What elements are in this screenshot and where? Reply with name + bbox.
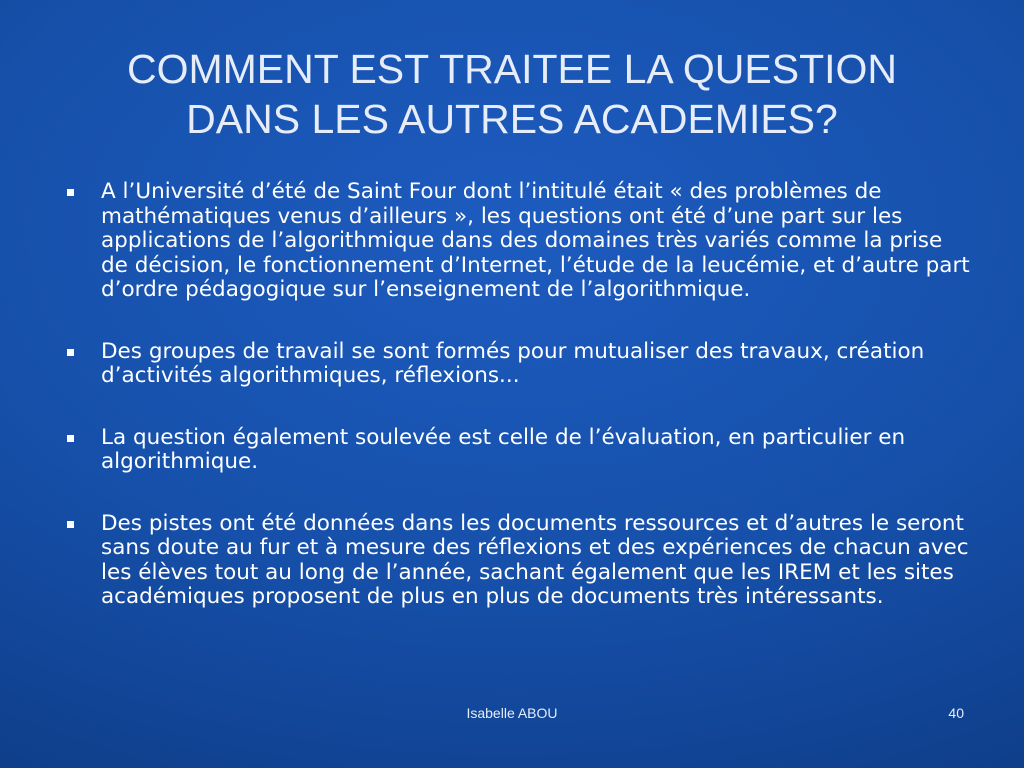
- bullet-item: [60, 426, 970, 475]
- bullet-item: [60, 180, 970, 303]
- bullet-item: [60, 340, 970, 389]
- footer-author: Isabelle ABOU: [466, 705, 558, 721]
- square-bullet-icon: [67, 521, 74, 528]
- bullet-text: A l’Université d’été de Saint Four dont l’intitulé était « des problèmes de mathématiques venus d’ailleurs », les questions ont été d’une part sur les applications de l’algorithmique dans des domaines très variés comme la prise de décision, le fonctionnement d’Internet, l’étude de la leucémie, et d’autre part d’ordre pédagogique sur l’enseignement de l’algorithmique.: [101, 179, 970, 302]
- slide-title-line-1: COMMENT EST TRAITEE LA QUESTION: [126, 46, 898, 92]
- bullet-text: Des groupes de travail se sont formés pour mutualiser des travaux, création d’activités algorithmiques, réflexions...: [101, 338, 925, 388]
- square-bullet-icon: [67, 349, 74, 356]
- square-bullet-icon: [67, 189, 74, 196]
- square-bullet-icon: [67, 435, 74, 442]
- bullet-item: [60, 512, 970, 610]
- bullet-text: Des pistes ont été données dans les documents ressources et d’autres le seront sans doute au fur et à mesure des réflexions et des expériences de chacun avec les élèves tout au long de l’année, sachant également que les IREM et les sites académiques proposent de plus en plus de documents très intéressants.: [101, 510, 969, 609]
- page-number: 40: [948, 705, 964, 721]
- slide-title: [60, 44, 964, 144]
- slide-title-line-2: DANS LES AUTRES ACADEMIES?: [186, 96, 838, 142]
- bullet-text: La question également soulevée est celle de l’évaluation, en particulier en algorithmique.: [101, 424, 906, 474]
- bullet-list: [60, 180, 970, 647]
